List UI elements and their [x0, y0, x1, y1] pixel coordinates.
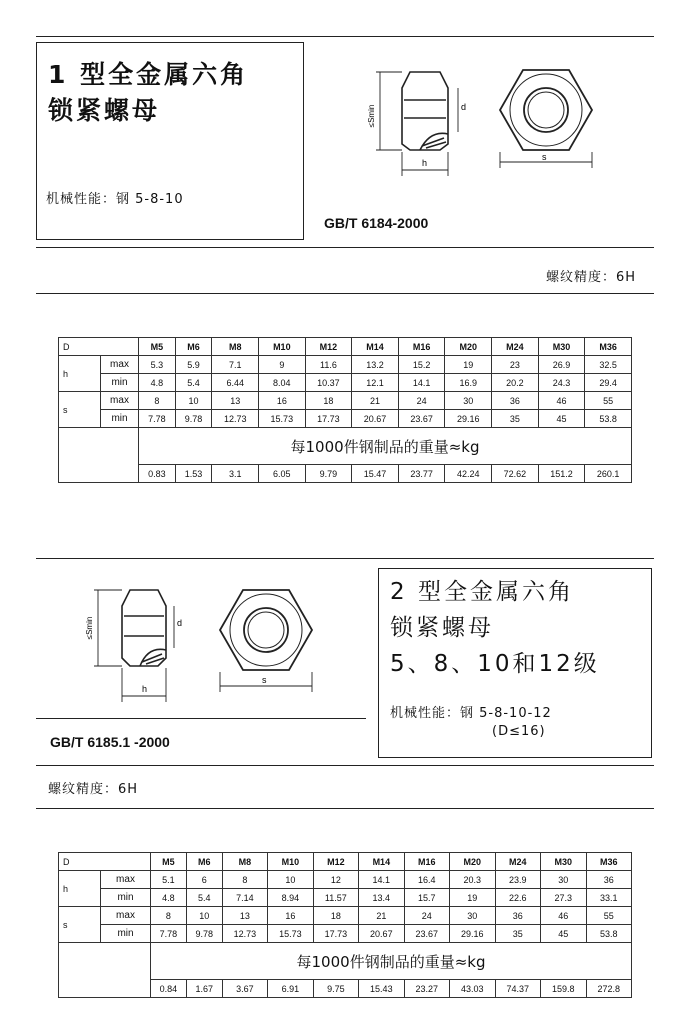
table-cell: 26.9	[538, 356, 585, 374]
table-cell: 24.3	[538, 374, 585, 392]
size-header: M30	[541, 853, 586, 871]
weight-label-row	[59, 943, 632, 980]
section1-standard: GB/T 6184-2000	[324, 215, 429, 231]
weight-cell: 43.03	[450, 980, 495, 998]
table-row	[59, 392, 632, 410]
table-cell: 14.1	[398, 374, 445, 392]
table-cell: 20.2	[492, 374, 539, 392]
section1-nut-top-drawing	[496, 60, 596, 170]
table-cell: 33.1	[586, 889, 632, 907]
table-cell: 15.73	[268, 925, 313, 943]
table-cell: 7.78	[151, 925, 187, 943]
table-cell: 16	[259, 392, 306, 410]
d-label: D	[59, 338, 139, 356]
table-cell: 30	[541, 871, 586, 889]
section1-rule-a	[36, 247, 654, 248]
table-cell: 23	[492, 356, 539, 374]
table-cell: 5.9	[175, 356, 212, 374]
size-header: M36	[586, 853, 632, 871]
table-cell: 8	[139, 392, 176, 410]
table-cell: 5.1	[151, 871, 187, 889]
group-label: h	[59, 871, 101, 907]
size-header: M36	[585, 338, 632, 356]
table-cell: 10	[175, 392, 212, 410]
table-cell: 29.16	[450, 925, 495, 943]
section2-rule-c	[36, 808, 654, 809]
weight-cell: 23.27	[404, 980, 449, 998]
table-cell: 15.7	[404, 889, 449, 907]
table-cell: 21	[359, 907, 404, 925]
table-cell: 9.78	[175, 410, 212, 428]
table-cell: 19	[445, 356, 492, 374]
size-header: M24	[492, 338, 539, 356]
table-row	[59, 356, 632, 374]
table-cell: 30	[445, 392, 492, 410]
table-cell: 12.73	[222, 925, 267, 943]
size-header: M10	[268, 853, 313, 871]
section1-nut-side-drawing	[360, 60, 470, 190]
table-cell: 23.67	[404, 925, 449, 943]
table-cell: 9.78	[186, 925, 222, 943]
table-cell: 13	[222, 907, 267, 925]
size-header: M8	[222, 853, 267, 871]
section1-title-line1: 1 型全金属六角	[48, 60, 249, 89]
weight-cell: 15.47	[352, 465, 399, 483]
table-cell: 32.5	[585, 356, 632, 374]
table-cell: 4.8	[139, 374, 176, 392]
section2-title-line3: 5、8、10和12级	[390, 651, 600, 677]
table-cell: 15.73	[259, 410, 306, 428]
section1-spec-table	[58, 337, 632, 483]
size-header: M5	[151, 853, 187, 871]
sub-label: max	[101, 871, 151, 889]
table-cell: 46	[541, 907, 586, 925]
weight-label: 每1000件钢制品的重量≈kg	[151, 943, 632, 980]
table-cell: 24	[398, 392, 445, 410]
weight-cell: 159.8	[541, 980, 586, 998]
table-cell: 8	[222, 871, 267, 889]
table-row	[59, 871, 632, 889]
section1-mech: 机械性能：钢 5-8-10	[46, 192, 184, 207]
table-cell: 45	[538, 410, 585, 428]
weight-cell: 0.84	[151, 980, 187, 998]
section2-rule-b	[36, 765, 654, 766]
size-header: M8	[212, 338, 259, 356]
table-cell: 15.2	[398, 356, 445, 374]
table-cell: 7.78	[139, 410, 176, 428]
table-row	[59, 907, 632, 925]
weight-cell: 9.79	[305, 465, 352, 483]
table-cell: 35	[492, 410, 539, 428]
top-rule	[36, 36, 654, 37]
table-cell: 22.6	[495, 889, 540, 907]
table-cell: 27.3	[541, 889, 586, 907]
table-cell: 16.9	[445, 374, 492, 392]
group-label: s	[59, 392, 101, 428]
table-cell: 53.8	[586, 925, 632, 943]
table-cell: 55	[586, 907, 632, 925]
weight-cell: 272.8	[586, 980, 632, 998]
weight-cell: 1.67	[186, 980, 222, 998]
table-row	[59, 925, 632, 943]
sub-label: max	[101, 907, 151, 925]
table-cell: 23.9	[495, 871, 540, 889]
sub-label: min	[101, 925, 151, 943]
weight-cell: 23.77	[398, 465, 445, 483]
table-cell: 36	[495, 907, 540, 925]
table-cell: 55	[585, 392, 632, 410]
size-header: M6	[175, 338, 212, 356]
group-label: h	[59, 356, 101, 392]
table-cell: 12.1	[352, 374, 399, 392]
weight-cell: 0.83	[139, 465, 176, 483]
weight-label: 每1000件钢制品的重量≈kg	[139, 428, 632, 465]
group-label: s	[59, 907, 101, 943]
table-cell: 24	[404, 907, 449, 925]
section1-thread: 螺纹精度：6H	[546, 270, 637, 285]
table-cell: 11.57	[313, 889, 358, 907]
weight-row-spacer	[59, 428, 139, 483]
table-cell: 17.73	[313, 925, 358, 943]
section2-s-label: s	[262, 675, 267, 685]
table-cell: 13.2	[352, 356, 399, 374]
section2-mech: 机械性能：钢 5-8-10-12	[390, 706, 552, 721]
table-header-row	[59, 338, 632, 356]
table-cell: 18	[313, 907, 358, 925]
section2-d-label: d	[177, 618, 183, 628]
section1-smin-label: ≤Smin	[367, 104, 376, 128]
table-cell: 11.6	[305, 356, 352, 374]
size-header: M30	[538, 338, 585, 356]
weight-cell: 151.2	[538, 465, 585, 483]
weight-cell: 1.53	[175, 465, 212, 483]
section2-top-rule	[36, 558, 654, 559]
table-cell: 20.67	[359, 925, 404, 943]
size-header: M20	[450, 853, 495, 871]
section2-title-line1: 2 型全金属六角	[390, 579, 574, 605]
section1-s-label: s	[542, 152, 547, 162]
table-cell: 45	[541, 925, 586, 943]
weight-row-spacer	[59, 943, 151, 998]
section2-smin-label: ≤Smin	[85, 616, 94, 640]
section2-spec-table	[58, 852, 632, 998]
weight-cell: 260.1	[585, 465, 632, 483]
weight-cell: 42.24	[445, 465, 492, 483]
table-cell: 6.44	[212, 374, 259, 392]
weight-cell: 3.1	[212, 465, 259, 483]
weight-cell: 74.37	[495, 980, 540, 998]
table-cell: 8.94	[268, 889, 313, 907]
table-cell: 13.4	[359, 889, 404, 907]
section2-h-label: h	[142, 684, 148, 694]
table-row	[59, 374, 632, 392]
section2-mech-note: (D≤16)	[492, 724, 546, 739]
section2-nut-side-drawing	[76, 580, 186, 710]
weight-cell: 72.62	[492, 465, 539, 483]
size-header: M16	[404, 853, 449, 871]
table-cell: 19	[450, 889, 495, 907]
sub-label: min	[101, 374, 139, 392]
sub-label: min	[101, 410, 139, 428]
section2-nut-top-drawing	[216, 582, 316, 694]
table-cell: 53.8	[585, 410, 632, 428]
sub-label: max	[101, 392, 139, 410]
weight-cell: 6.91	[268, 980, 313, 998]
table-cell: 23.67	[398, 410, 445, 428]
table-cell: 16	[268, 907, 313, 925]
size-header: M12	[313, 853, 358, 871]
weight-cell: 3.67	[222, 980, 267, 998]
d-label: D	[59, 853, 151, 871]
size-header: M16	[398, 338, 445, 356]
weight-values-row	[59, 465, 632, 483]
sub-label: min	[101, 889, 151, 907]
weight-cell: 6.05	[259, 465, 306, 483]
table-cell: 13	[212, 392, 259, 410]
table-cell: 9	[259, 356, 306, 374]
weight-label-row	[59, 428, 632, 465]
table-cell: 8	[151, 907, 187, 925]
table-cell: 6	[186, 871, 222, 889]
table-cell: 5.4	[186, 889, 222, 907]
weight-cell: 15.43	[359, 980, 404, 998]
size-header: M12	[305, 338, 352, 356]
table-cell: 29.16	[445, 410, 492, 428]
table-cell: 7.1	[212, 356, 259, 374]
weight-cell: 9.75	[313, 980, 358, 998]
size-header: M20	[445, 338, 492, 356]
table-cell: 7.14	[222, 889, 267, 907]
section2-rule-a	[36, 718, 366, 719]
size-header: M14	[359, 853, 404, 871]
table-cell: 12	[313, 871, 358, 889]
table-cell: 8.04	[259, 374, 306, 392]
size-header: M6	[186, 853, 222, 871]
table-cell: 20.3	[450, 871, 495, 889]
table-cell: 14.1	[359, 871, 404, 889]
section1-title-line2: 锁紧螺母	[48, 96, 161, 125]
section1-rule-b	[36, 293, 654, 294]
table-cell: 29.4	[585, 374, 632, 392]
table-cell: 21	[352, 392, 399, 410]
table-cell: 12.73	[212, 410, 259, 428]
table-cell: 10	[268, 871, 313, 889]
table-cell: 30	[450, 907, 495, 925]
table-cell: 36	[492, 392, 539, 410]
table-header-row	[59, 853, 632, 871]
sub-label: max	[101, 356, 139, 374]
table-cell: 4.8	[151, 889, 187, 907]
table-row	[59, 410, 632, 428]
table-cell: 10	[186, 907, 222, 925]
section1-h-label: h	[422, 158, 428, 168]
table-cell: 20.67	[352, 410, 399, 428]
size-header: M24	[495, 853, 540, 871]
section2-standard: GB/T 6185.1 -2000	[50, 734, 170, 750]
section2-thread: 螺纹精度：6H	[48, 782, 139, 797]
section2-title-line2: 锁紧螺母	[390, 615, 494, 641]
table-cell: 10.37	[305, 374, 352, 392]
table-cell: 5.4	[175, 374, 212, 392]
table-cell: 5.3	[139, 356, 176, 374]
table-cell: 16.4	[404, 871, 449, 889]
table-cell: 35	[495, 925, 540, 943]
table-cell: 36	[586, 871, 632, 889]
table-cell: 46	[538, 392, 585, 410]
table-cell: 18	[305, 392, 352, 410]
table-row	[59, 889, 632, 907]
section1-d-label: d	[461, 102, 467, 112]
table-cell: 17.73	[305, 410, 352, 428]
size-header: M10	[259, 338, 306, 356]
size-header: M5	[139, 338, 176, 356]
size-header: M14	[352, 338, 399, 356]
